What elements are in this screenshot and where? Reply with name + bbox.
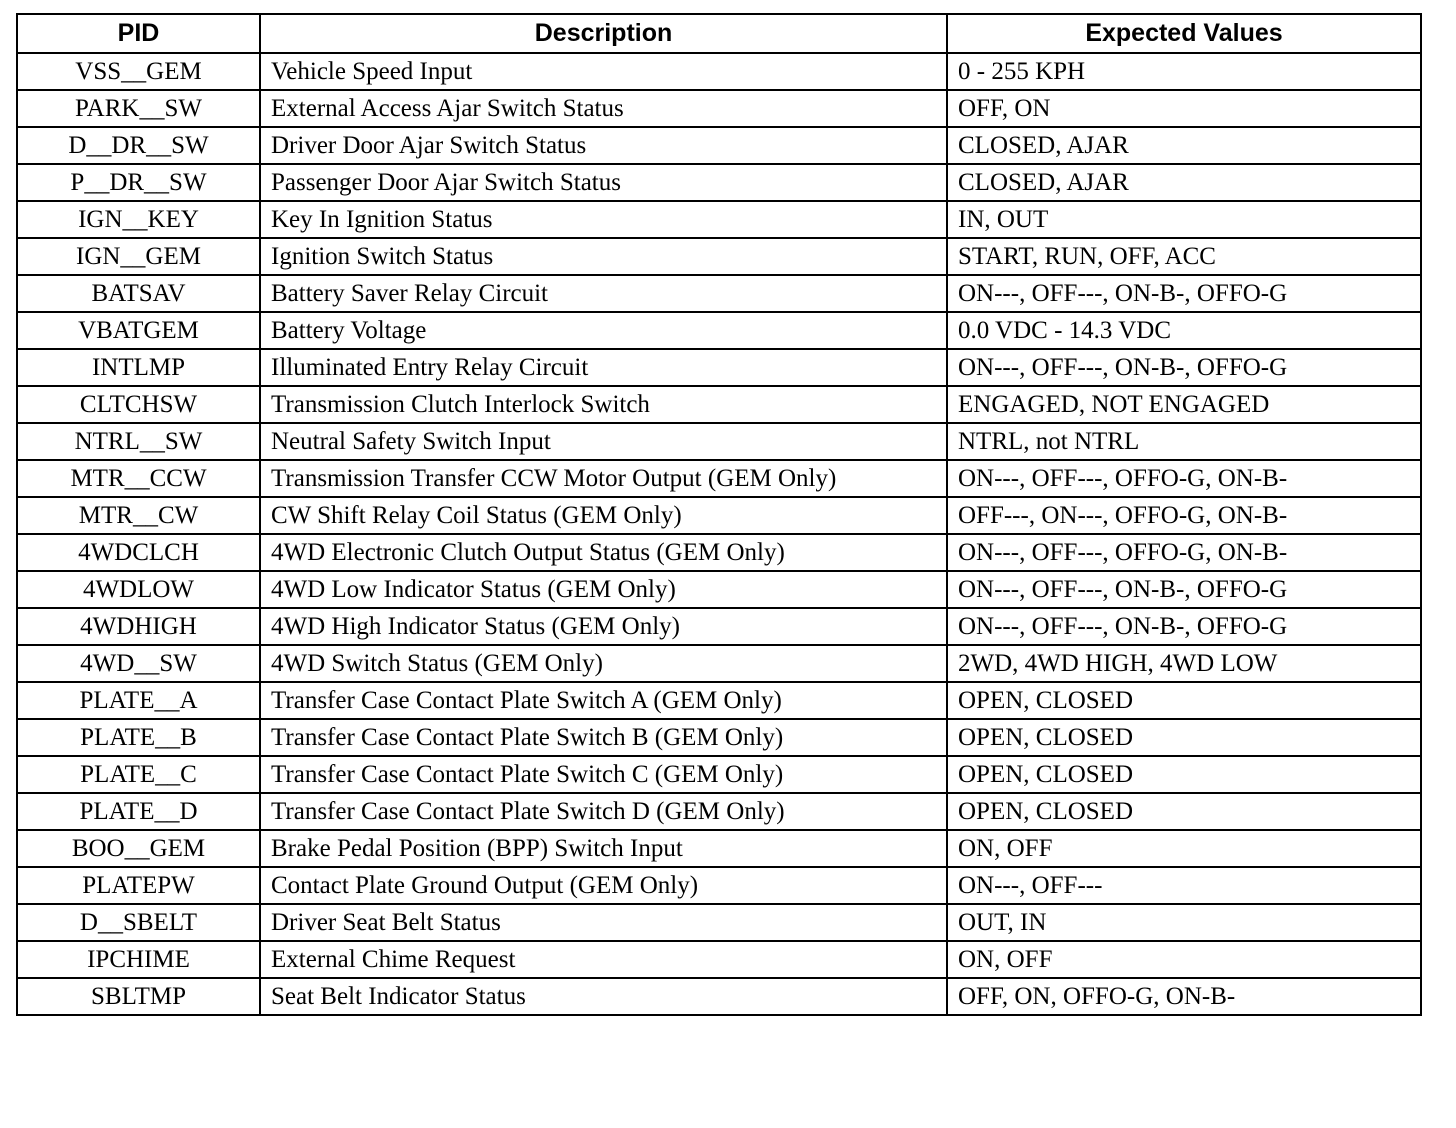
description-cell: 4WD High Indicator Status (GEM Only): [260, 608, 947, 645]
header-expected-values: Expected Values: [947, 14, 1421, 53]
table-row: [17, 682, 1421, 719]
expected-values-cell: ON, OFF: [947, 830, 1421, 867]
description-cell: Passenger Door Ajar Switch Status: [260, 164, 947, 201]
expected-values-cell: OPEN, CLOSED: [947, 682, 1421, 719]
table-row: [17, 460, 1421, 497]
table-row: [17, 867, 1421, 904]
pid-table: [16, 13, 1422, 1016]
description-cell: Transfer Case Contact Plate Switch C (GEM Only): [260, 756, 947, 793]
table-row: [17, 534, 1421, 571]
description-cell: Ignition Switch Status: [260, 238, 947, 275]
pid-cell: IPCHIME: [17, 941, 260, 978]
pid-cell: 4WDLOW: [17, 571, 260, 608]
table-row: [17, 793, 1421, 830]
description-cell: Transfer Case Contact Plate Switch A (GEM Only): [260, 682, 947, 719]
description-cell: Vehicle Speed Input: [260, 53, 947, 90]
description-cell: Driver Seat Belt Status: [260, 904, 947, 941]
description-cell: Neutral Safety Switch Input: [260, 423, 947, 460]
description-cell: 4WD Low Indicator Status (GEM Only): [260, 571, 947, 608]
expected-values-cell: CLOSED, AJAR: [947, 127, 1421, 164]
pid-cell: PLATE__A: [17, 682, 260, 719]
description-cell: 4WD Switch Status (GEM Only): [260, 645, 947, 682]
table-row: [17, 941, 1421, 978]
expected-values-cell: 2WD, 4WD HIGH, 4WD LOW: [947, 645, 1421, 682]
table-row: [17, 756, 1421, 793]
pid-cell: PLATE__C: [17, 756, 260, 793]
table-row: [17, 201, 1421, 238]
expected-values-cell: ON---, OFF---, OFFO-G, ON-B-: [947, 534, 1421, 571]
table-row: [17, 312, 1421, 349]
description-cell: Battery Saver Relay Circuit: [260, 275, 947, 312]
table-header: [17, 14, 1421, 53]
description-cell: Transfer Case Contact Plate Switch D (GEM Only): [260, 793, 947, 830]
pid-cell: CLTCHSW: [17, 386, 260, 423]
description-cell: External Chime Request: [260, 941, 947, 978]
description-cell: External Access Ajar Switch Status: [260, 90, 947, 127]
pid-cell: D__DR__SW: [17, 127, 260, 164]
expected-values-cell: START, RUN, OFF, ACC: [947, 238, 1421, 275]
expected-values-cell: ON---, OFF---, ON-B-, OFFO-G: [947, 349, 1421, 386]
expected-values-cell: ON---, OFF---, ON-B-, OFFO-G: [947, 608, 1421, 645]
expected-values-cell: ON---, OFF---: [947, 867, 1421, 904]
pid-cell: INTLMP: [17, 349, 260, 386]
expected-values-cell: NTRL, not NTRL: [947, 423, 1421, 460]
table-row: [17, 53, 1421, 90]
description-cell: Transmission Clutch Interlock Switch: [260, 386, 947, 423]
expected-values-cell: OPEN, CLOSED: [947, 793, 1421, 830]
expected-values-cell: 0 - 255 KPH: [947, 53, 1421, 90]
table-row: [17, 423, 1421, 460]
table-row: [17, 830, 1421, 867]
table-row: [17, 719, 1421, 756]
table-row: [17, 904, 1421, 941]
header-row: [17, 14, 1421, 53]
table-row: [17, 645, 1421, 682]
expected-values-cell: CLOSED, AJAR: [947, 164, 1421, 201]
pid-cell: PLATE__D: [17, 793, 260, 830]
expected-values-cell: OUT, IN: [947, 904, 1421, 941]
expected-values-cell: ON---, OFF---, ON-B-, OFFO-G: [947, 571, 1421, 608]
description-cell: Battery Voltage: [260, 312, 947, 349]
pid-cell: MTR__CW: [17, 497, 260, 534]
pid-cell: 4WDCLCH: [17, 534, 260, 571]
header-pid: PID: [17, 14, 260, 53]
pid-cell: PLATE__B: [17, 719, 260, 756]
expected-values-cell: OFF, ON, OFFO-G, ON-B-: [947, 978, 1421, 1015]
table-row: [17, 127, 1421, 164]
expected-values-cell: 0.0 VDC - 14.3 VDC: [947, 312, 1421, 349]
pid-cell: BATSAV: [17, 275, 260, 312]
pid-cell: PARK__SW: [17, 90, 260, 127]
table-row: [17, 386, 1421, 423]
table-row: [17, 349, 1421, 386]
table-row: [17, 608, 1421, 645]
pid-cell: IGN__GEM: [17, 238, 260, 275]
description-cell: Transfer Case Contact Plate Switch B (GEM Only): [260, 719, 947, 756]
pid-cell: BOO__GEM: [17, 830, 260, 867]
description-cell: Driver Door Ajar Switch Status: [260, 127, 947, 164]
pid-cell: P__DR__SW: [17, 164, 260, 201]
pid-cell: D__SBELT: [17, 904, 260, 941]
pid-cell: PLATEPW: [17, 867, 260, 904]
table-row: [17, 978, 1421, 1015]
table-row: [17, 90, 1421, 127]
expected-values-cell: OFF, ON: [947, 90, 1421, 127]
pid-cell: 4WDHIGH: [17, 608, 260, 645]
expected-values-cell: ENGAGED, NOT ENGAGED: [947, 386, 1421, 423]
description-cell: Contact Plate Ground Output (GEM Only): [260, 867, 947, 904]
pid-cell: IGN__KEY: [17, 201, 260, 238]
expected-values-cell: ON, OFF: [947, 941, 1421, 978]
pid-cell: 4WD__SW: [17, 645, 260, 682]
expected-values-cell: OPEN, CLOSED: [947, 756, 1421, 793]
table-row: [17, 571, 1421, 608]
pid-cell: VBATGEM: [17, 312, 260, 349]
pid-cell: SBLTMP: [17, 978, 260, 1015]
description-cell: 4WD Electronic Clutch Output Status (GEM Only): [260, 534, 947, 571]
description-cell: Seat Belt Indicator Status: [260, 978, 947, 1015]
description-cell: Brake Pedal Position (BPP) Switch Input: [260, 830, 947, 867]
description-cell: Illuminated Entry Relay Circuit: [260, 349, 947, 386]
description-cell: Key In Ignition Status: [260, 201, 947, 238]
header-description: Description: [260, 14, 947, 53]
description-cell: Transmission Transfer CCW Motor Output (GEM Only): [260, 460, 947, 497]
table-row: [17, 497, 1421, 534]
expected-values-cell: ON---, OFF---, OFFO-G, ON-B-: [947, 460, 1421, 497]
pid-cell: MTR__CCW: [17, 460, 260, 497]
pid-cell: VSS__GEM: [17, 53, 260, 90]
table-body: [17, 53, 1421, 1015]
expected-values-cell: IN, OUT: [947, 201, 1421, 238]
description-cell: CW Shift Relay Coil Status (GEM Only): [260, 497, 947, 534]
table-row: [17, 238, 1421, 275]
table-row: [17, 275, 1421, 312]
expected-values-cell: ON---, OFF---, ON-B-, OFFO-G: [947, 275, 1421, 312]
table-row: [17, 164, 1421, 201]
expected-values-cell: OPEN, CLOSED: [947, 719, 1421, 756]
expected-values-cell: OFF---, ON---, OFFO-G, ON-B-: [947, 497, 1421, 534]
pid-cell: NTRL__SW: [17, 423, 260, 460]
